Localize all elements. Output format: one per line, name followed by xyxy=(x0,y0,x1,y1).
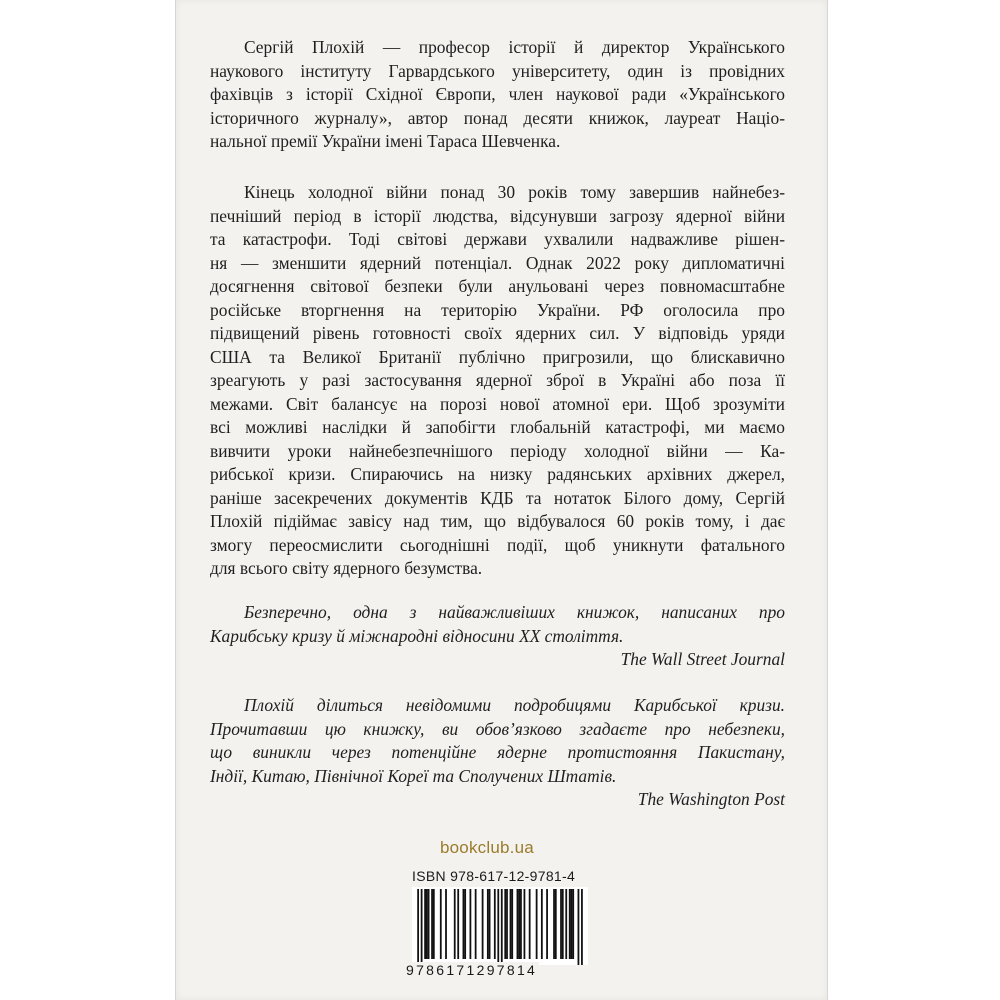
barcode-bar xyxy=(464,889,466,959)
bio-line: нальної премії України імені Тараса Шевченка. xyxy=(210,131,561,151)
description-line: для всього світу ядерного безумства. xyxy=(210,558,483,578)
barcode-bar xyxy=(433,889,435,959)
barcode-bar xyxy=(440,889,442,959)
quote-line: Прочитавши цю книжку, ви обов’язково згадаєте про небезпеки, xyxy=(210,718,785,739)
review-quote-wsj xyxy=(210,601,785,672)
barcode-bar xyxy=(541,889,543,959)
description-line: межами. Світ балансує на порозі нової атомної ери. Щоб зрозуміти xyxy=(210,393,785,414)
barcode-bar xyxy=(571,889,573,959)
barcode-bar xyxy=(504,889,506,959)
description-line: печніший період в історії людства, відсунувши загрозу ядерної війни xyxy=(210,205,785,226)
barcode-bar xyxy=(445,889,447,959)
barcode-bar xyxy=(569,889,571,959)
description-line: досягнення світової безпеки були анульовані через повномасштабне xyxy=(210,276,785,296)
barcode-bar xyxy=(529,889,531,959)
quote-source: The Wall Street Journal xyxy=(620,649,785,669)
bio-line: історичного журналу», автор понад десяти книжок, лауреат Націо- xyxy=(210,107,785,128)
barcode-bar xyxy=(572,889,574,959)
barcode-bar xyxy=(546,889,548,959)
barcode-bar xyxy=(520,889,522,959)
description-line: Плохій підіймає завісу над тим, що відбувалося 60 років тому, і дає xyxy=(210,511,785,531)
barcode-bar xyxy=(506,889,508,959)
description-line: ня — зменшити ядерний потенціал. Однак 2022 року дипломатичні xyxy=(210,252,785,273)
barcode-bar xyxy=(501,889,503,965)
barcode-bar xyxy=(475,889,477,959)
barcode-bar xyxy=(431,889,433,959)
barcode-bar xyxy=(428,889,430,959)
bio-line: Сергій Плохій — професор історії й директор Українського xyxy=(244,37,785,57)
barcode-bar xyxy=(562,889,564,959)
bio-line: наукового інституту Гарвардського університету, один із провідних xyxy=(210,60,785,81)
barcode-bar xyxy=(426,889,428,959)
author-bio xyxy=(210,36,785,154)
quote-line: Карибську кризу й міжнародні відносини XX століття. xyxy=(210,625,624,646)
barcode-bar xyxy=(511,889,513,959)
quote-line: що виникли через потенційне ядерне протистояння Пакистану, xyxy=(210,742,785,762)
barcode-bar xyxy=(518,889,520,959)
review-quote-washington-post xyxy=(210,694,785,812)
description-line: Кінець холодної війни понад 30 років тому завершив найнебез- xyxy=(244,182,785,202)
barcode-bar xyxy=(463,889,465,959)
bio-line: фахівців з історії Східної Європи, член наукової ради «Українського xyxy=(210,84,785,104)
barcode-bar xyxy=(565,889,567,959)
description-line: російське вторгнення на територію України. РФ оголосила про xyxy=(210,299,785,320)
quote-source: The Washington Post xyxy=(637,789,785,809)
barcode-bar xyxy=(510,889,512,959)
description-line: зреагують у разі застосування ядерної зброї в Україні або поза її xyxy=(210,370,785,390)
barcode-digits: 9786171297814 xyxy=(406,962,538,978)
description-line: вивчити уроки найнебезпечнішого періоду холодної війни — Ка- xyxy=(210,440,785,461)
barcode-bar xyxy=(581,889,583,965)
barcode-bar xyxy=(487,889,489,959)
description-line: змогу переосмислити сьогоднішні події, щоб уникнути фатального xyxy=(210,534,785,555)
barcode-bar xyxy=(470,889,472,959)
barcode-bar xyxy=(417,889,419,965)
barcode-bar xyxy=(517,889,519,959)
description-line: підвищений рівень готовності своїх ядерних сил. У відповідь уряди xyxy=(210,323,785,343)
quote-line: Безперечно, одна з найважливіших книжок, написаних про xyxy=(244,602,785,622)
publisher-url: bookclub.ua xyxy=(440,838,534,857)
barcode-bar xyxy=(536,889,538,959)
barcode-bar xyxy=(555,889,557,959)
description-line: США та Великої Британії публічно пригрозили, що блискавично xyxy=(210,346,785,367)
barcode-bar xyxy=(489,889,491,959)
quote-line: Індії, Китаю, Північної Кореї та Сполучених Штатів. xyxy=(210,765,617,786)
barcode-bar xyxy=(457,889,459,959)
barcode-bar xyxy=(560,889,562,959)
isbn-barcode xyxy=(412,887,588,965)
description-line: раніше засекречених документів КДБ та нотаток Білого дому, Сергій xyxy=(210,487,785,508)
description-line: та катастрофи. Тоді світові держави ухвалили надважливе рішен- xyxy=(210,229,785,249)
barcode-bar xyxy=(497,889,499,965)
barcode-bar xyxy=(494,889,496,959)
barcode-bar xyxy=(524,889,526,959)
barcode-bar xyxy=(454,889,456,959)
book-description xyxy=(210,181,785,581)
description-line: рибської кризи. Спираючись на низку радянських архівних джерел, xyxy=(210,464,785,484)
barcode-bar xyxy=(578,889,580,965)
isbn-label: ISBN 978-617-12-9781-4 xyxy=(412,868,576,884)
barcode-bar xyxy=(424,889,426,959)
barcode-bar xyxy=(553,889,555,959)
barcode-bar xyxy=(421,889,423,965)
description-line: всі можливі наслідки й запобігти глобальній катастрофі, ми маємо xyxy=(210,417,785,437)
quote-line: Плохій ділиться невідомими подробицями Карибської кризи. xyxy=(244,695,785,715)
barcode-bar xyxy=(482,889,484,959)
